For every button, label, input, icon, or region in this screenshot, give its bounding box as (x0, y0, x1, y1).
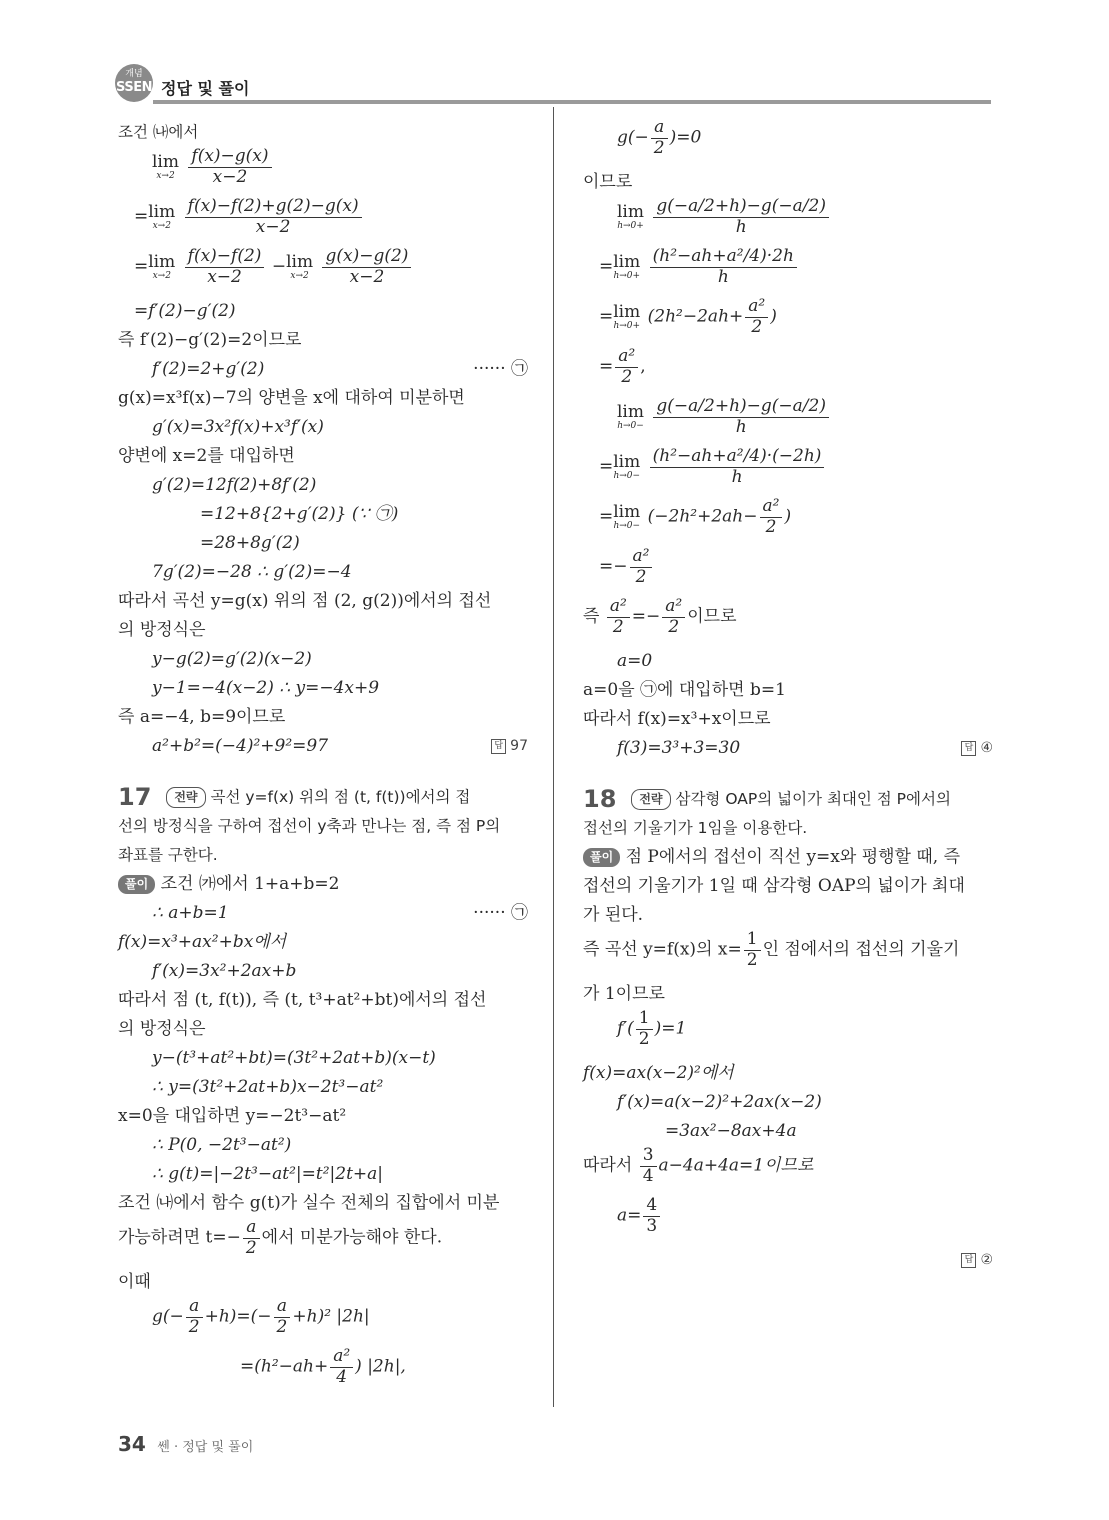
fraction: $\frac{g(x)-g(2)}{x-2}$ (322, 247, 411, 287)
text-line: 즉 a=−4, b=9이므로 (118, 707, 286, 727)
answer-mark: 답 ④ (961, 734, 993, 763)
math-line: g(− $\frac{a}{2}$ +h)=(− $\frac{a}{2}$ +h)² |2h| (152, 1296, 370, 1337)
text-line: 즉 곡선 y=f(x)의 x= $\frac{1}{2}$ 인 점에서의 접선의 기울기 (583, 929, 960, 970)
math-line: f′( $\frac{1}{2}$ )=1 (617, 1008, 687, 1049)
math-line: g′(x)=3x²f(x)+x³f′(x) (152, 417, 324, 437)
text-line: a=0을 ㉠에 대입하면 b=1 (583, 680, 786, 700)
right-column (583, 118, 993, 1275)
answer-icon: 답 (961, 741, 976, 756)
problem-number: 17 (118, 783, 152, 811)
math-line: g′(2)=12f(2)+8f′(2) (152, 475, 317, 495)
text-line: 따라서 곡선 y=g(x) 위의 점 (2, g(2))에서의 접선 (118, 591, 492, 611)
math-line: =lim h→0− (−2h²+2ah− $\frac{\text{a²}}{2}$ ) (599, 496, 792, 537)
column-divider (553, 107, 554, 1407)
left-column (118, 118, 528, 1397)
math-line: a=0 (617, 651, 653, 671)
text-line: 가 1이므로 (583, 984, 665, 1004)
math-line: 즉 $\frac{\text{a²}}{2}$ =− $\frac{\text{a²}}{2}$ 이므로 (583, 596, 737, 637)
text-line: 따라서 f(x)=x³+x이므로 (583, 709, 771, 729)
math-line: =− $\frac{\text{a²}}{2}$ (583, 547, 993, 597)
page-number: 34 (118, 1432, 146, 1456)
math-line: 7g′(2)=−28 ∴ g′(2)=−4 (152, 562, 352, 582)
solution-badge: 풀이 (583, 848, 620, 867)
fraction: $\frac{f(x)-f(2)+g(2)-g(x)}{x-2}$ (185, 197, 362, 237)
page-header (115, 60, 991, 106)
page-footer (118, 1432, 253, 1456)
text-line: 조건 ㈏에서 함수 g(t)가 실수 전체의 집합에서 미분 (118, 1193, 500, 1213)
math-line: =lim h→0+ $\frac{\text{(h²−ah+a²/4)·2h}}{h}$ (583, 247, 993, 297)
math-line: = $\frac{\text{a²}}{2}$ , (599, 346, 646, 387)
text-line: 이므로 (583, 172, 633, 192)
limit-operator: lim x→2 (148, 251, 176, 281)
math-line: =lim h→0− $\frac{\text{(h²−ah+a²/4)·(−2h)}}{h}$ (583, 447, 993, 497)
fraction: $\frac{f(x)-g(x)}{x-2}$ (188, 147, 271, 187)
limit-operator: lim x→2 (148, 201, 176, 231)
math-line (118, 147, 528, 197)
text-line: 의 방정식은 (118, 620, 206, 640)
math-line: =lim x→2 $\frac{f(x)-f(2)+g(2)-g(x)}{x-2}$ (118, 197, 528, 247)
text-line: 접선의 기울기가 1임을 이용한다. (583, 819, 808, 837)
text-line: 가능하려면 t=− $\frac{a}{2}$ 에서 미분가능해야 한다. (118, 1217, 443, 1258)
math-line: =f′(2)−g′(2) (134, 301, 236, 321)
text-line: x=0을 대입하면 y=−2t³−at² (118, 1106, 347, 1126)
text-line: 의 방정식은 (118, 1019, 206, 1039)
strategy-badge: 전략 (631, 789, 670, 810)
math-line: f′(x)=3x²+2ax+b (152, 961, 297, 981)
math-line: ∴ y=(3t²+2at+b)x−2t³−at² (152, 1077, 384, 1097)
text-line: 좌표를 구한다. (118, 846, 218, 864)
strategy-badge: 전략 (166, 787, 205, 808)
answer-mark: 답 ② (961, 1246, 993, 1275)
math-line: f(x)=x³+ax²+bx에서 (118, 932, 287, 952)
text-line: 이때 (118, 1272, 151, 1292)
footer-text: 쎈 · 정답 및 풀이 (157, 1440, 254, 1455)
problem-17-strategy: 17 전략 곡선 y=f(x) 위의 점 (t, f(t))에서의 접 (118, 783, 471, 811)
header-rule (153, 100, 991, 104)
math-line: a²+b²=(−4)²+9²=97 답 97 (118, 732, 528, 761)
text-line: 가 된다. (583, 905, 644, 925)
math-line: y−(t³+at²+bt)=(3t²+2at+b)(x−t) (152, 1048, 436, 1068)
text-line: 따라서 점 (t, f(t)), 즉 (t, t³+at²+bt)에서의 접선 (118, 990, 487, 1010)
equation-tag: ······ ㉠ (473, 903, 528, 923)
math-line: f(3)=3³+3=30 답 ④ (583, 734, 993, 763)
answer-line (583, 1246, 993, 1275)
text-line: 따라서 $\frac{3}{4}$ a−4a+4a=1이므로 (583, 1145, 814, 1186)
math-line: f′(x)=a(x−2)²+2ax(x−2) (617, 1092, 822, 1112)
math-line: f′(2)=2+g′(2) ······ ㉠ (118, 355, 528, 384)
math-line: =lim x→2 $\frac{f(x)-f(2)}{x-2}$ −lim x→2 $\frac{g(x)-g(2)}{x-2}$ (118, 247, 528, 297)
equation-tag: ······ ㉠ (473, 359, 528, 379)
text-line: g(x)=x³f(x)−7의 양변을 x에 대하여 미분하면 (118, 388, 465, 408)
brand-logo: 개념 SSEN (115, 64, 153, 102)
math-line: =28+8g′(2) (200, 533, 300, 553)
text-line: 접선의 기울기가 1일 때 삼각형 OAP의 넓이가 최대 (583, 876, 965, 896)
solution-badge: 풀이 (118, 875, 155, 894)
text-line: 선의 방정식을 구하여 접선이 y축과 만나는 점, 즉 점 P의 (118, 817, 501, 835)
math-line: lim h→0− $\frac{g(-a/2+h)-g(-a/2)}{h}$ (583, 397, 993, 447)
math-line: =lim h→0+ (2h²−2ah+ $\frac{\text{a²}}{2}$ ) (599, 296, 777, 337)
solution-line: 풀이 조건 ㈎에서 1+a+b=2 (118, 870, 528, 899)
math-line: ∴ a+b=1 ······ ㉠ (118, 899, 528, 928)
math-line: =12+8{2+g′(2)} (∵ ㉠) (200, 504, 399, 524)
math-line: ∴ P(0, −2t³−at²) (152, 1135, 292, 1155)
math-line: a= $\frac{4}{3}$ (583, 1196, 993, 1246)
math-line: lim h→0+ $\frac{g(-a/2+h)-g(-a/2)}{h}$ (583, 197, 993, 247)
solution-line: 풀이 점 P에서의 접선이 직선 y=x와 평행할 때, 즉 (583, 843, 993, 872)
problem-18-strategy: 18 전략 삼각형 OAP의 넓이가 최대인 점 P에서의 (583, 785, 951, 813)
text-line: 양변에 x=2를 대입하면 (118, 446, 295, 466)
text-line: 즉 f′(2)−g′(2)=2이므로 (118, 330, 302, 350)
math-line: =3ax²−8ax+4a (665, 1121, 797, 1141)
math-line: g(− $\frac{a}{2}$ )=0 (617, 117, 702, 158)
answer-mark: 답 97 (491, 732, 528, 761)
answer-icon: 답 (961, 1253, 976, 1268)
math-line: y−1=−4(x−2) ∴ y=−4x+9 (152, 678, 380, 698)
fraction: $\frac{f(x)-f(2)}{x-2}$ (185, 247, 265, 287)
answer-icon: 답 (491, 739, 506, 754)
limit-operator: lim x→2 (286, 251, 314, 281)
math-line: =(h²−ah+ $\frac{\text{a²}}{4}$ ) |2h|, (240, 1346, 406, 1387)
math-line: f(x)=ax(x−2)²에서 (583, 1063, 734, 1083)
text-line: 조건 ㈏에서 (118, 123, 199, 141)
math-line: y−g(2)=g′(2)(x−2) (152, 649, 312, 669)
limit-operator: lim x→2 (152, 151, 179, 181)
math-line: ∴ g(t)=|−2t³−at²|=t²|2t+a| (152, 1164, 384, 1184)
problem-number: 18 (583, 785, 617, 813)
section-title: 정답 및 풀이 (161, 79, 250, 98)
